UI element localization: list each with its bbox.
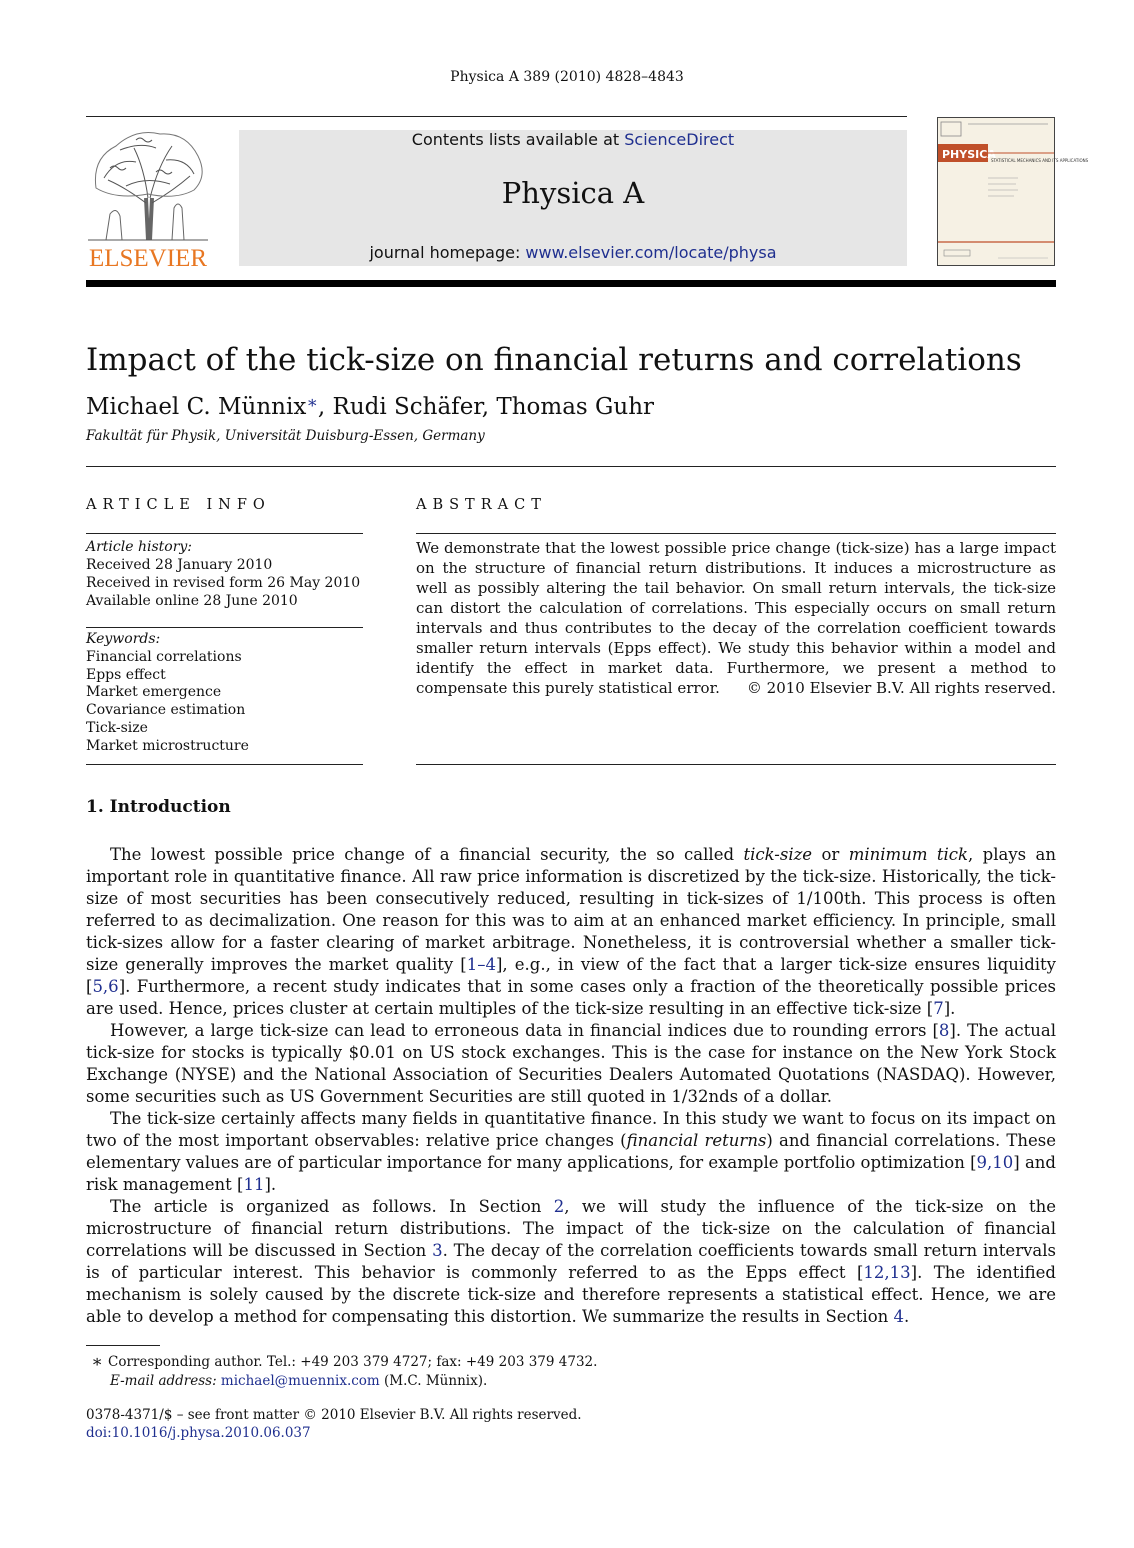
abstract-rule-bottom: [416, 764, 1056, 765]
citation-link[interactable]: 8: [938, 1021, 950, 1040]
keyword-item: Market microstructure: [86, 737, 249, 754]
history-revised: Received in revised form 26 May 2010: [86, 575, 361, 591]
abstract-copyright: © 2010 Elsevier B.V. All rights reserved.: [746, 679, 1056, 697]
abstract-rule-top: [416, 533, 1056, 534]
text-run: ]. The identified mechanism is solely caused by the discrete tick-size and therefore represents a statistical effect. Hence, we are able to develop a method for compensating this distortion. We summarize the results in Section: [86, 1263, 1056, 1326]
emphasis: minimum tick: [848, 845, 969, 864]
footnote-star: ∗: [91, 1352, 103, 1372]
article-info-rule-bottom: [86, 764, 363, 765]
text-run: , plays an important role in quantitative finance. All raw price information is discretized by the tick-size. Historically, the tick-size of most securities has been consecutively reduced, resulting in tick-sizes of 1/100th. This process is often referred to as decimalization. One reason for this was to aim at an enhanced market efficiency. In principle, small tick-sizes allow for a faster clearing of market arbitrage. Nonetheless, it is controversial whether a smaller tick-size generally improves the market quality [: [86, 845, 1057, 974]
keywords: [86, 631, 363, 756]
history-received: Received 28 January 2010: [86, 557, 273, 573]
keyword-item: Market emergence: [86, 684, 222, 701]
keyword-item: Epps effect: [86, 666, 166, 683]
elsevier-wordmark: ELSEVIER: [88, 245, 208, 272]
cover-subtitle: STATISTICAL MECHANICS AND ITS APPLICATIONS: [991, 158, 1089, 163]
email-suffix: (M.C. Münnix).: [379, 1373, 488, 1389]
citation-link[interactable]: 11: [243, 1175, 265, 1194]
text-run: The tick-size certainly affects many fields in quantitative finance. In this study we want to focus on its impact on two of the most important observables: relative price changes (: [86, 1109, 1056, 1150]
homepage-link[interactable]: www.elsevier.com/locate/physa: [525, 243, 777, 262]
first-author: Michael C. Münnix: [86, 394, 307, 420]
article-history: [86, 538, 363, 610]
sciencedirect-link[interactable]: ScienceDirect: [624, 130, 735, 149]
homepage-prefix: journal homepage:: [369, 243, 526, 262]
text-run: .: [904, 1307, 910, 1326]
footnote-corresponding: [86, 1352, 1056, 1372]
elsevier-logo: [86, 128, 210, 272]
introduction-body: [86, 844, 1056, 1328]
keyword-item: Tick-size: [86, 719, 148, 736]
keywords-label: Keywords:: [86, 631, 161, 647]
header-thick-rule: [86, 280, 1056, 287]
front-matter: [86, 1406, 1056, 1442]
text-run: ] and risk management [: [86, 1153, 1056, 1194]
footnote-email: [86, 1372, 1056, 1391]
article-info-heading: ARTICLE INFO: [86, 497, 271, 513]
emphasis: tick-size: [743, 845, 813, 864]
affiliation: Fakultät für Physik, Universität Duisburg-Essen, Germany: [86, 428, 485, 444]
text-run: . The decay of the correlation coefficients towards small return intervals is of particular interest. This behavior is commonly referred to as the Epps effect [: [86, 1241, 1056, 1282]
section-link[interactable]: 2: [553, 1197, 565, 1216]
journal-banner: [239, 130, 907, 266]
article-info-rule-mid: [86, 627, 363, 628]
text-run: or: [812, 845, 849, 864]
keyword-item: Covariance estimation: [86, 702, 246, 719]
text-run: ], e.g., in view of the fact that a larger tick-size ensures liquidity [: [86, 955, 1057, 996]
section-link[interactable]: 4: [893, 1307, 904, 1326]
citation-link[interactable]: 12,13: [863, 1263, 911, 1282]
text-run: The lowest possible price change of a financial security, the so called: [110, 845, 744, 864]
elsevier-tree-icon: [86, 128, 210, 243]
footnote-text: Corresponding author. Tel.: +49 203 379 4727; fax: +49 203 379 4732.: [108, 1354, 598, 1370]
corresponding-author-marker[interactable]: ∗: [306, 393, 318, 413]
paragraph: [86, 1196, 1056, 1328]
text-run: ]. The actual tick-size for stocks is typically $0.01 on US stock exchanges. This is the case for instance on the New York Stock Exchange (NYSE) and the National Association of Securities Dealers Automated Quotations (NASDAQ). However, some securities such as US Government Securities are still quoted in 1/32nds of a dollar.: [86, 1021, 1056, 1106]
footnote: [86, 1352, 1056, 1391]
contents-prefix: Contents lists available at: [411, 130, 625, 149]
emphasis: financial returns: [626, 1131, 767, 1150]
journal-citation: Physica A 389 (2010) 4828–4843: [450, 69, 684, 85]
journal-name: Physica A: [501, 176, 645, 210]
cover-art-icon: [938, 118, 1089, 265]
doi-link[interactable]: doi:10.1016/j.physa.2010.06.037: [86, 1425, 311, 1441]
text-run: ]. Furthermore, a recent study indicates that in some cases only a fraction of the theoretically possible prices are used. Hence, prices cluster at certain multiples of the tick-size resulting in an effective tick-size [: [86, 977, 1056, 1018]
citation-link[interactable]: 1–4: [466, 955, 496, 974]
paragraph: [86, 1108, 1056, 1196]
journal-cover-thumbnail: [937, 117, 1089, 266]
section-link[interactable]: 3: [432, 1241, 443, 1260]
text-run: ) and financial correlations. These elementary values are of particular importance for many applications, for example portfolio optimization [: [86, 1131, 1056, 1172]
other-authors: , Rudi Schäfer, Thomas Guhr: [317, 394, 655, 420]
author-list: [86, 392, 654, 424]
issn-line: 0378-4371/$ – see front matter © 2010 Elsevier B.V. All rights reserved.: [86, 1407, 582, 1423]
keyword-item: Financial correlations: [86, 648, 242, 665]
abstract-heading: ABSTRACT: [416, 497, 547, 513]
title-rule: [86, 466, 1056, 467]
homepage-line: [239, 243, 907, 263]
article-info-rule-top: [86, 533, 363, 534]
text-run: ].: [264, 1175, 277, 1194]
cover-title: PHYSICA: [942, 148, 996, 161]
text-run: However, a large tick-size can lead to erroneous data in financial indices due to rounding errors [: [110, 1021, 939, 1040]
text-run: The article is organized as follows. In Section: [110, 1197, 554, 1216]
paragraph: [86, 1020, 1056, 1108]
email-link[interactable]: michael@muennix.com: [220, 1373, 380, 1389]
section-title-introduction: 1. Introduction: [86, 797, 231, 817]
text-run: ].: [943, 999, 956, 1018]
abstract-text: We demonstrate that the lowest possible price change (tick-size) has a large impact on the structure of financial return distributions. It induces a microstructure as well as possibly altering the tail behavior. On small return intervals, the tick-size can distort the calculation of correlations. This especially occurs on small return intervals and thus contributes to the decay of the correlation coefficient towards smaller return intervals (Epps effect). We study this behavior within a model and identify the effect in market data. Furthermore, we present a method to compensate this purely statistical error.: [416, 539, 1056, 697]
header-top-rule: [86, 116, 907, 117]
contents-line: [239, 130, 907, 150]
article-title: Impact of the tick-size on financial returns and correlations: [86, 342, 1022, 378]
history-label: Article history:: [86, 539, 193, 555]
paragraph: [86, 844, 1056, 1020]
citation-link[interactable]: 9,10: [976, 1153, 1014, 1172]
citation-link[interactable]: 7: [933, 999, 944, 1018]
text-run: , we will study the influence of the tick-size on the microstructure of financial return distributions. The impact of the tick-size on the calculation of financial correlations will be discussed in Section: [86, 1197, 1056, 1260]
history-online: Available online 28 June 2010: [86, 593, 298, 609]
email-label: E-mail address:: [110, 1373, 217, 1389]
footnote-rule: [86, 1345, 160, 1346]
citation-link[interactable]: 5,6: [92, 977, 119, 996]
